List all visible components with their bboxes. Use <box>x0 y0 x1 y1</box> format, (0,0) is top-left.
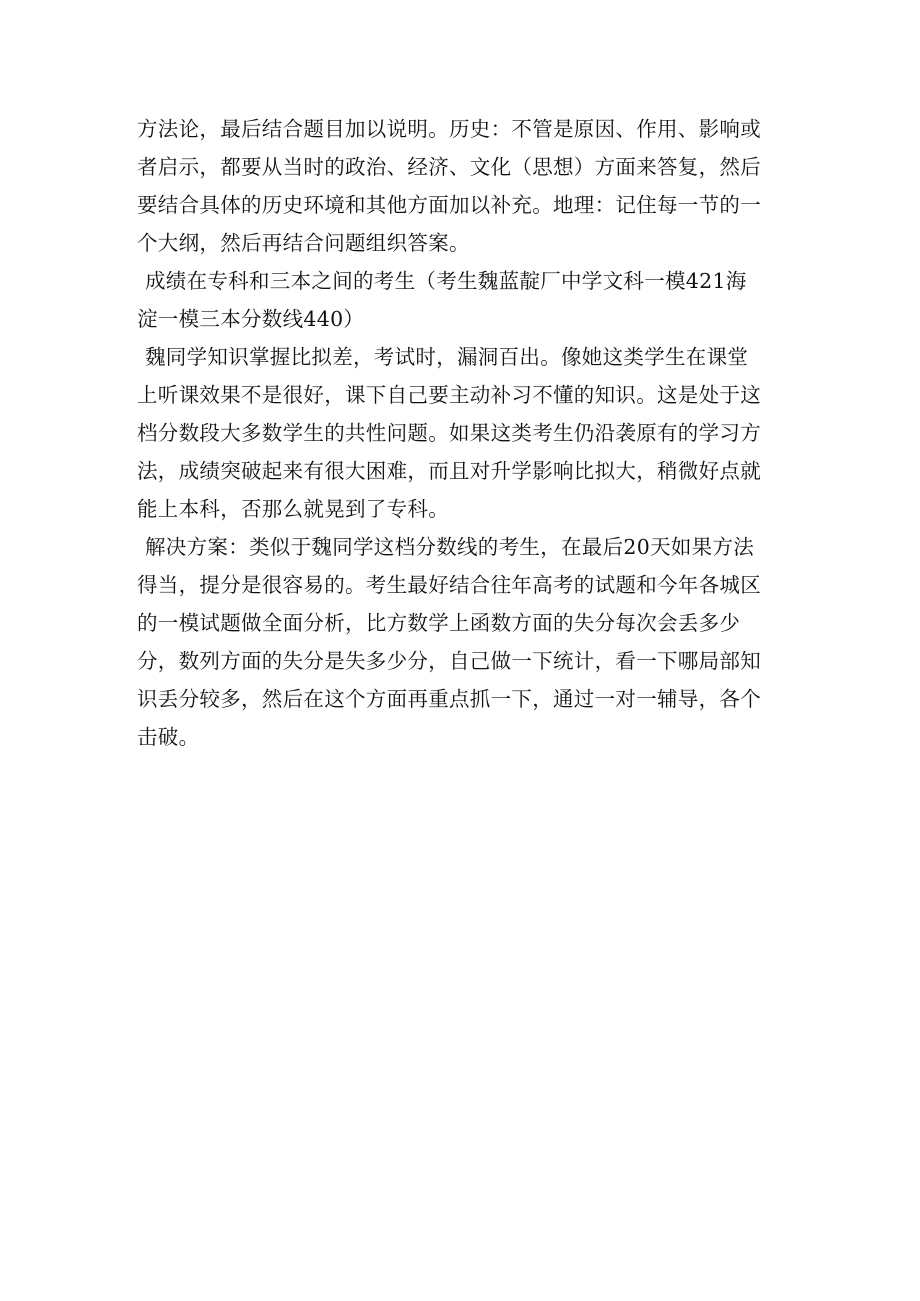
text-line: 识丢分较多，然后在这个方面再重点抓一下，通过一对一辅导，各个 <box>137 687 761 711</box>
text-line: 的一模试题做全面分析，比方数学上函数方面的失分每次会丢多少 <box>137 611 741 635</box>
text-line: 法，成绩突破起来有很大困难，而且对升学影响比拟大，稍微好点就 <box>137 459 761 483</box>
paragraph-subject-methods <box>137 110 787 262</box>
text-line: 上听课效果不是很好，课下自己要主动补习不懂的知识。这是处于这 <box>137 383 761 407</box>
text-line: 要结合具体的历史环境和其他方面加以补充。地理：记住每一节的一 <box>137 193 761 217</box>
text-line: 魏同学知识掌握比拟差，考试时，漏洞百出。像她这类学生在课堂 <box>145 345 749 369</box>
text-line: 个大纲，然后再结合问题组织答案。 <box>137 231 470 255</box>
text-line: 方法论，最后结合题目加以说明。历史：不管是原因、作用、影响或 <box>137 117 761 141</box>
text-line: 分，数列方面的失分是失多少分，自己做一下统计，看一下哪局部知 <box>137 649 761 673</box>
text-line: 得当，提分是很容易的。考生最好结合往年高考的试题和今年各城区 <box>137 573 761 597</box>
paragraph-solution <box>137 528 787 756</box>
text-line: 成绩在专科和三本之间的考生（考生魏蓝靛厂中学文科一模421海 <box>145 269 747 293</box>
text-line: 档分数段大多数学生的共性问题。如果这类考生仍沿袭原有的学习方 <box>137 421 761 445</box>
text-line: 淀一模三本分数线440） <box>137 307 365 331</box>
paragraph-student-analysis <box>137 338 787 528</box>
text-line: 解决方案：类似于魏同学这档分数线的考生，在最后20天如果方法 <box>145 535 755 559</box>
text-line: 者启示，都要从当时的政治、经济、文化（思想）方面来答复，然后 <box>137 155 761 179</box>
paragraph-student-group-heading <box>137 262 787 338</box>
text-line: 能上本科，否那么就晃到了专科。 <box>137 497 449 521</box>
text-line: 击破。 <box>137 725 200 749</box>
document-body <box>137 110 787 756</box>
